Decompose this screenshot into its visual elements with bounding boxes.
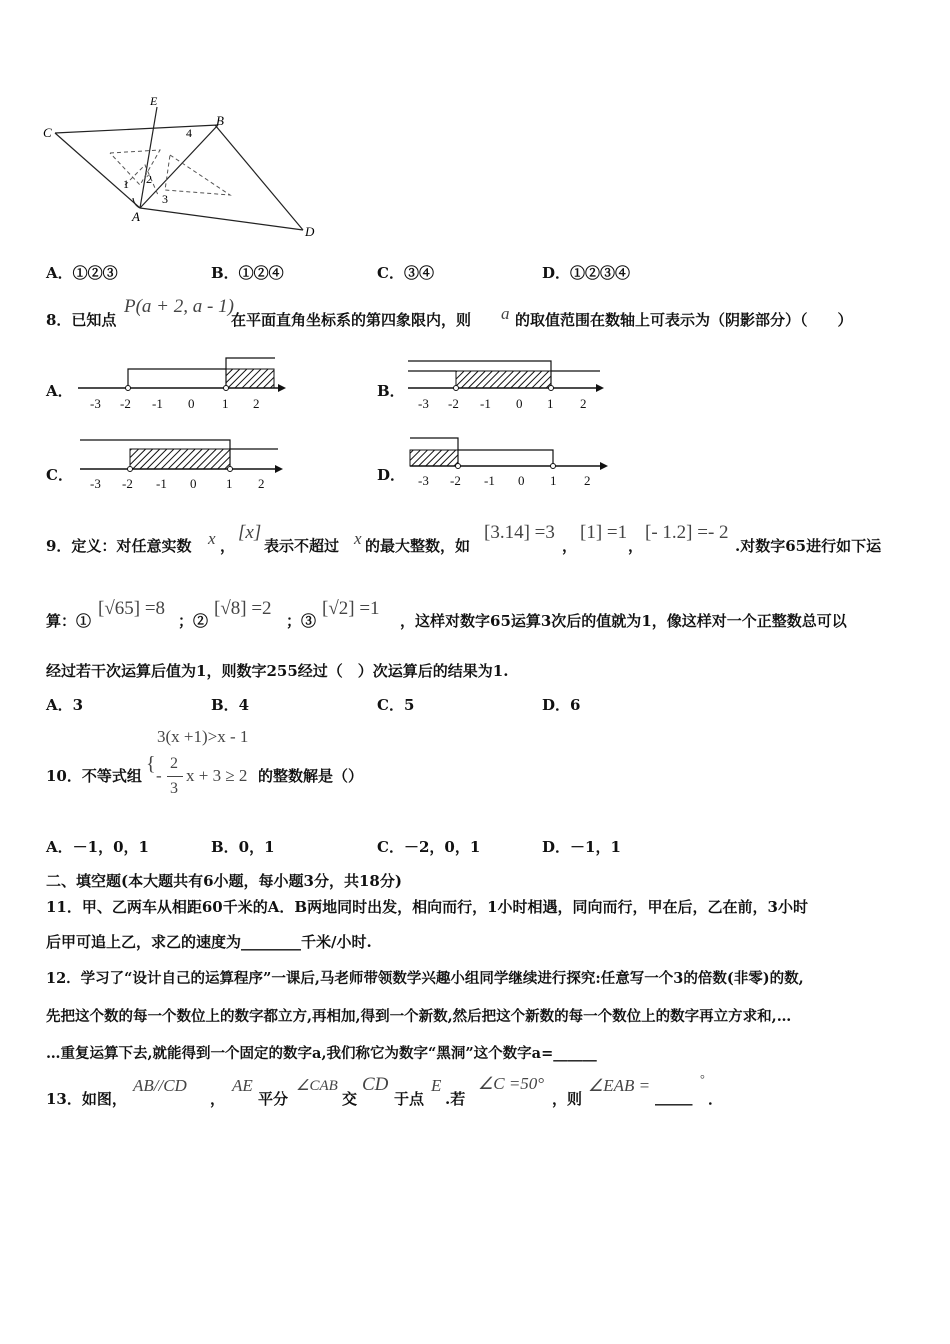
q9-sep1: ， [562, 537, 578, 555]
q13-angle-eab: ∠EAB = [588, 1076, 651, 1095]
q13-t6: ，则 [552, 1090, 583, 1108]
tick-a-5: 2 [253, 396, 260, 411]
q13-t5: .若 [445, 1090, 466, 1108]
q8-prefix: 8．已知点 [46, 311, 117, 329]
q13-t3: 交 [342, 1090, 358, 1108]
q9-l1-a: 9．定义：对任意实数 [46, 537, 192, 555]
q8-point: P(a + 2, a - 1) [124, 296, 234, 317]
tick-c-5: 2 [258, 476, 265, 491]
q8-label-c[interactable]: C． [46, 466, 73, 484]
tick-d-3: 0 [518, 473, 525, 488]
label-3: 3 [162, 192, 168, 206]
q9-l2-c: ；③ [286, 612, 317, 630]
q10-fraction-num: 2 [170, 755, 178, 772]
q10-option-b[interactable]: B．0，1 [211, 838, 275, 856]
tick-c-4: 1 [226, 476, 233, 491]
tick-b-4: 1 [547, 396, 554, 411]
q9-x1: x [208, 529, 216, 548]
q7-option-d[interactable]: D．①②③④ [542, 264, 631, 282]
q11-line-2: 后甲可追上乙，求乙的速度为________千米/小时. [46, 933, 372, 951]
q10-option-c[interactable]: C．－2，0，1 [377, 838, 481, 856]
q13-angle-cab: ∠CAB [296, 1078, 338, 1094]
q13-angle-c-value: ∠C =50° [478, 1074, 545, 1093]
q9-example-3: [- 1.2] =- 2 [645, 522, 729, 543]
tick-d-4: 1 [550, 473, 557, 488]
q9-l1-b: 表示不超过 [264, 537, 340, 555]
tick-d-2: -1 [484, 473, 495, 488]
q9-option-b[interactable]: B．4 [211, 696, 250, 714]
tick-b-5: 2 [580, 396, 587, 411]
tick-b-1: -2 [448, 396, 459, 411]
numline-c [80, 440, 283, 491]
q8-label-d[interactable]: D． [377, 466, 406, 484]
tick-a-0: -3 [90, 396, 101, 411]
q8-suffix: 的取值范围在数轴上可表示为（阴影部分）（ ） [515, 311, 853, 329]
q13-answer-blank[interactable]: _____ [655, 1088, 693, 1106]
q9-l1-c: 的最大整数，如 [365, 537, 471, 555]
q9-option-a[interactable]: A．3 [46, 696, 84, 714]
q8-label-b[interactable]: B． [377, 382, 405, 400]
numline-d [410, 438, 608, 488]
tick-a-4: 1 [222, 396, 229, 411]
q10-option-d[interactable]: D．－1，1 [542, 838, 621, 856]
q9-l2-a: 算：① [46, 612, 92, 630]
tick-c-0: -3 [90, 476, 101, 491]
tick-a-3: 0 [188, 396, 195, 411]
q7-option-a[interactable]: A．①②③ [46, 264, 118, 282]
tick-d-0: -3 [418, 473, 429, 488]
q7-option-b[interactable]: B．①②④ [211, 264, 284, 282]
q9-l3: 经过若干次运算后值为1，则数字255经过（ ）次运算后的结果为1. [46, 662, 509, 680]
q10-brace: { [146, 753, 156, 775]
q9-example-1: [3.14] =3 [484, 522, 555, 543]
q9-l2-b: ；② [178, 612, 209, 630]
label-2: 2 [146, 172, 152, 186]
q13-t1: ， [210, 1090, 226, 1108]
q13-degree: ° [700, 1072, 705, 1086]
tick-d-5: 2 [584, 473, 591, 488]
q9-bracket-x: [x] [238, 522, 262, 543]
q9-sep2: ， [628, 537, 644, 555]
q10-fraction-bar [167, 776, 183, 777]
tick-a-1: -2 [120, 396, 131, 411]
q12-line-3: …重复运算下去,就能得到一个固定的数字a,我们称它为数字“黑洞”这个数字a=______ [46, 1045, 597, 1062]
q10-minus: - [156, 766, 162, 785]
q12-line-2: 先把这个数的每一个数位上的数字都立方,再相加,得到一个新数,然后把这个新数的每一个数位上的数字再立方求和,… [46, 1008, 792, 1025]
label-c: C [43, 125, 52, 140]
q9-x2: x [354, 529, 362, 548]
tick-c-1: -2 [122, 476, 133, 491]
q13-e: E [431, 1076, 442, 1095]
q9-op-2: [√8] =2 [214, 598, 272, 619]
q10-inequality-1: 3(x +1)>x - 1 [157, 727, 249, 746]
q9-comma1: ， [220, 537, 236, 555]
tick-d-1: -2 [450, 473, 461, 488]
q9-l2-d: ，这样对数字65运算3次后的值就为1，像这样对一个正整数总可以 [400, 612, 847, 630]
tick-b-2: -1 [480, 396, 491, 411]
q9-option-c[interactable]: C．5 [377, 696, 415, 714]
label-a: A [132, 209, 140, 224]
label-b: B [216, 113, 224, 128]
q11-line-1: 11．甲、乙两车从相距60千米的A．B两地同时出发，相向而行，1小时相遇，同向而行，甲在后，乙在前，3小时 [46, 898, 808, 916]
q13-end: ． [708, 1090, 724, 1108]
q9-op-3: [√2] =1 [322, 598, 380, 619]
q9-example-2: [1] =1 [580, 522, 628, 543]
q13-t4: 于点 [394, 1090, 425, 1108]
q13-ae: AE [232, 1076, 253, 1095]
tick-b-3: 0 [516, 396, 523, 411]
q13-cd: CD [362, 1074, 389, 1095]
q9-option-d[interactable]: D．6 [542, 696, 581, 714]
section-2-heading: 二、填空题(本大题共有6小题，每小题3分，共18分) [46, 872, 402, 890]
tick-a-2: -1 [152, 396, 163, 411]
numline-a [78, 358, 286, 411]
q8-var: a [501, 304, 510, 323]
q13-t2: 平分 [258, 1090, 289, 1108]
q8-label-a[interactable]: A． [46, 382, 73, 400]
q10-option-a[interactable]: A．－1，0，1 [46, 838, 149, 856]
q9-l1-d: .对数字65进行如下运 [735, 537, 882, 555]
q10-inequality-2: x + 3 ≥ 2 [186, 766, 248, 785]
q13-ab-parallel-cd: AB//CD [133, 1076, 187, 1095]
q7-option-c[interactable]: C．③④ [377, 264, 434, 282]
q9-op-1: [√65] =8 [98, 598, 166, 619]
label-1: 1 [123, 177, 129, 191]
tick-b-0: -3 [418, 396, 429, 411]
q10-fraction-den: 3 [170, 780, 178, 797]
q8-number-lines [0, 0, 950, 520]
tick-c-3: 0 [190, 476, 197, 491]
q8-text: 在平面直角坐标系的第四象限内，则 [231, 311, 472, 329]
q12-line-1: 12．学习了“设计自己的运算程序”一课后,马老师带领数学兴趣小组同学继续进行探究:任意写一个3的倍数(非零)的数, [46, 970, 804, 987]
tick-c-2: -1 [156, 476, 167, 491]
q10-suffix: 的整数解是（） [258, 767, 364, 785]
label-d: D [305, 224, 315, 239]
label-e: E [150, 95, 158, 108]
label-4: 4 [186, 126, 192, 140]
q13-prefix: 13．如图， [46, 1090, 127, 1108]
numline-b [408, 361, 604, 411]
q10-prefix: 10．不等式组 [46, 767, 142, 785]
